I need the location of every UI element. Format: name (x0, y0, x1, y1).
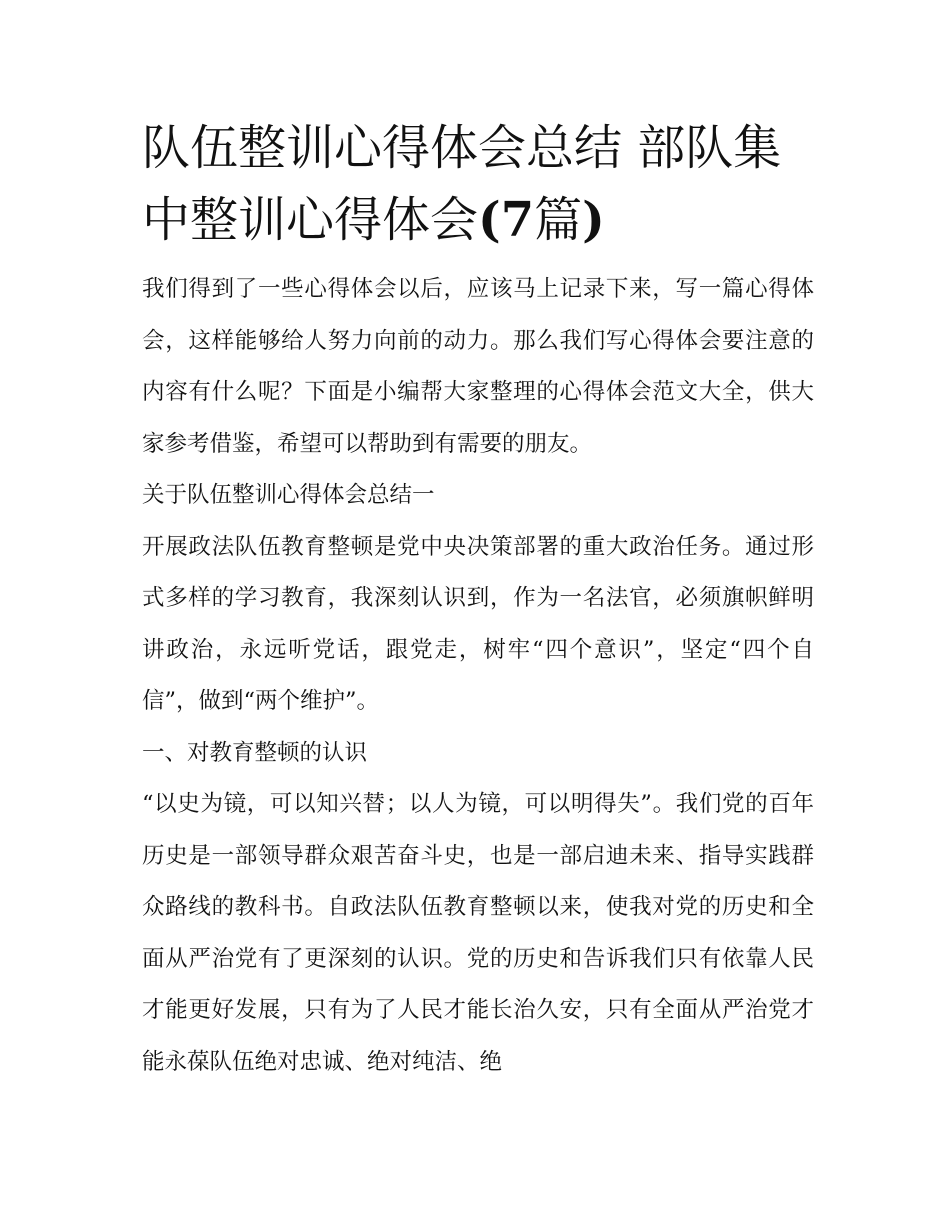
document-title: 队伍整训心得体会总结 部队集中整训心得体会(7篇) (142, 120, 782, 248)
body-paragraph-history: “以史为镜，可以知兴替；以人为镜，可以明得失”。我们党的百年历史是一部领导群众艰苦奋斗史，也是一部启迪未来、指导实践群众路线的教科书。自政法队伍教育整顿以来，使我对党的历史和全面从严治党有了更深刻的认识。党的历史和告诉我们只有依靠人民才能更好发展，只有为了人民才能长治久安，只有全面从严治党才能永葆队伍绝对忠诚、绝对纯洁、绝 (142, 791, 814, 1075)
section-heading-understanding: 一、对教育整顿的认识 (142, 739, 368, 766)
intro-paragraph: 我们得到了一些心得体会以后，应该马上记录下来，写一篇心得体会，这样能够给人努力向前的动力。那么我们写心得体会要注意的内容有什么呢？下面是小编帮大家整理的心得体会范文大全，供大家参考借鉴，希望可以帮助到有需要的朋友。 (142, 276, 814, 457)
document-page (142, 112, 814, 1088)
document-body (142, 264, 814, 1088)
body-paragraph: 开展政法队伍教育整顿是党中央决策部署的重大政治任务。通过形式多样的学习教育，我深刻认识到，作为一名法官，必须旗帜鲜明讲政治，永远听党话，跟党走，树牢“四个意识”，坚定“四个自信”，做到“两个维护”。 (142, 533, 814, 714)
section-heading-summary-one: 关于队伍整训心得体会总结一 (142, 482, 435, 508)
